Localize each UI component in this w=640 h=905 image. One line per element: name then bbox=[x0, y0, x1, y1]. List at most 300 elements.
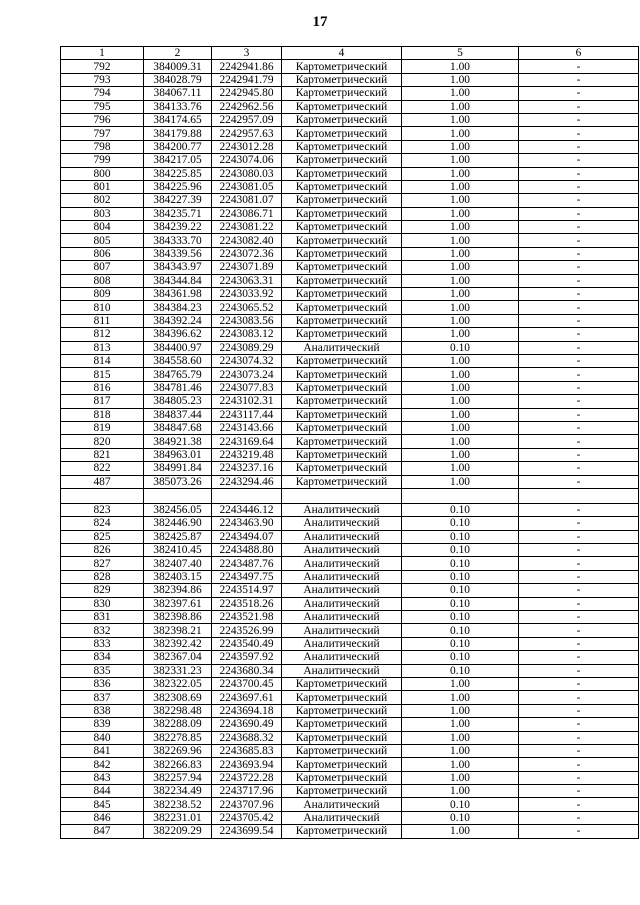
table-row bbox=[61, 288, 639, 301]
cell-x-coordinate: 384344.84 bbox=[144, 274, 212, 287]
cell-method: Картометрический bbox=[282, 704, 402, 717]
cell-y-coordinate: 2243083.12 bbox=[212, 328, 282, 341]
cell-y-coordinate: 2243497.75 bbox=[212, 570, 282, 583]
cell-accuracy: 1.00 bbox=[402, 691, 519, 704]
cell-y-coordinate: 2242945.80 bbox=[212, 87, 282, 100]
cell-point-number: 804 bbox=[61, 221, 144, 234]
cell-y-coordinate: 2242941.86 bbox=[212, 60, 282, 73]
cell-note: - bbox=[519, 154, 639, 167]
cell-accuracy: 0.10 bbox=[402, 503, 519, 516]
table-row bbox=[61, 194, 639, 207]
cell-note: - bbox=[519, 448, 639, 461]
cell-note: - bbox=[519, 368, 639, 381]
cell-x-coordinate: 382238.52 bbox=[144, 798, 212, 811]
cell-note: - bbox=[519, 611, 639, 624]
cell-note: - bbox=[519, 664, 639, 677]
cell-point-number: 815 bbox=[61, 368, 144, 381]
cell-method: Картометрический bbox=[282, 825, 402, 838]
table-row bbox=[61, 221, 639, 234]
cell-point-number: 822 bbox=[61, 462, 144, 475]
cell-x-coordinate: 384991.84 bbox=[144, 462, 212, 475]
cell-accuracy: 0.10 bbox=[402, 544, 519, 557]
table-row bbox=[61, 758, 639, 771]
cell-method: Картометрический bbox=[282, 368, 402, 381]
cell-method: Картометрический bbox=[282, 60, 402, 73]
cell-method: Картометрический bbox=[282, 328, 402, 341]
cell-accuracy: 1.00 bbox=[402, 140, 519, 153]
cell-accuracy: 1.00 bbox=[402, 785, 519, 798]
cell-y-coordinate: 2243082.40 bbox=[212, 234, 282, 247]
table-row bbox=[61, 127, 639, 140]
cell-point-number: 835 bbox=[61, 664, 144, 677]
cell-note: - bbox=[519, 758, 639, 771]
cell-note: - bbox=[519, 221, 639, 234]
cell-accuracy: 0.10 bbox=[402, 651, 519, 664]
cell-accuracy: 1.00 bbox=[402, 731, 519, 744]
cell-point-number: 794 bbox=[61, 87, 144, 100]
cell-method: Картометрический bbox=[282, 771, 402, 784]
cell-method: Аналитический bbox=[282, 517, 402, 530]
cell-note: - bbox=[519, 113, 639, 126]
cell-y-coordinate: 2243071.89 bbox=[212, 261, 282, 274]
cell-note: - bbox=[519, 570, 639, 583]
cell-y-coordinate: 2243219.48 bbox=[212, 448, 282, 461]
cell-method: Аналитический bbox=[282, 503, 402, 516]
cell-method: Аналитический bbox=[282, 798, 402, 811]
cell-accuracy: 1.00 bbox=[402, 87, 519, 100]
table-row bbox=[61, 718, 639, 731]
cell-y-coordinate: 2243086.71 bbox=[212, 207, 282, 220]
cell-accuracy: 1.00 bbox=[402, 73, 519, 86]
cell-note: - bbox=[519, 180, 639, 193]
cell-x-coordinate: 384009.31 bbox=[144, 60, 212, 73]
cell-point-number: 818 bbox=[61, 408, 144, 421]
cell-x-coordinate: 382367.04 bbox=[144, 651, 212, 664]
cell-accuracy: 0.10 bbox=[402, 597, 519, 610]
cell-point-number: 796 bbox=[61, 113, 144, 126]
cell-x-coordinate: 382288.09 bbox=[144, 718, 212, 731]
cell-point-number: 810 bbox=[61, 301, 144, 314]
cell-method: Картометрический bbox=[282, 785, 402, 798]
cell-point-number: 821 bbox=[61, 448, 144, 461]
cell-method: Картометрический bbox=[282, 73, 402, 86]
column-header-2: 2 bbox=[144, 47, 212, 60]
column-header-3: 3 bbox=[212, 47, 282, 60]
cell-y-coordinate: 2243707.96 bbox=[212, 798, 282, 811]
table-row bbox=[61, 435, 639, 448]
cell-y-coordinate: 2243717.96 bbox=[212, 785, 282, 798]
cell-note: - bbox=[519, 811, 639, 824]
cell-point-number: 845 bbox=[61, 798, 144, 811]
cell-x-coordinate: 384392.24 bbox=[144, 314, 212, 327]
cell-method: Картометрический bbox=[282, 221, 402, 234]
cell-y-coordinate: 2243518.26 bbox=[212, 597, 282, 610]
table-row bbox=[61, 611, 639, 624]
cell-accuracy: 1.00 bbox=[402, 60, 519, 73]
table-row bbox=[61, 167, 639, 180]
table-row bbox=[61, 421, 639, 434]
cell-method: Аналитический bbox=[282, 570, 402, 583]
cell-point-number: 795 bbox=[61, 100, 144, 113]
cell-method: Картометрический bbox=[282, 718, 402, 731]
cell-y-coordinate: 2243697.61 bbox=[212, 691, 282, 704]
table-row bbox=[61, 60, 639, 73]
cell-method: Картометрический bbox=[282, 731, 402, 744]
cell-point-number: 808 bbox=[61, 274, 144, 287]
column-header-4: 4 bbox=[282, 47, 402, 60]
cell-y-coordinate: 2243487.76 bbox=[212, 557, 282, 570]
cell-point-number: 805 bbox=[61, 234, 144, 247]
cell-note: - bbox=[519, 194, 639, 207]
cell-y-coordinate: 2243294.46 bbox=[212, 475, 282, 488]
table-row bbox=[61, 341, 639, 354]
cell-accuracy: 0.10 bbox=[402, 557, 519, 570]
cell-y-coordinate: 2243705.42 bbox=[212, 811, 282, 824]
cell-accuracy: 1.00 bbox=[402, 301, 519, 314]
cell-note: - bbox=[519, 328, 639, 341]
cell-x-coordinate: 384028.79 bbox=[144, 73, 212, 86]
table-row bbox=[61, 261, 639, 274]
cell-accuracy: 1.00 bbox=[402, 448, 519, 461]
cell-y-coordinate: 2243083.56 bbox=[212, 314, 282, 327]
cell-accuracy: 1.00 bbox=[402, 408, 519, 421]
cell-point-number: 828 bbox=[61, 570, 144, 583]
cell-point-number: 827 bbox=[61, 557, 144, 570]
cell-accuracy: 1.00 bbox=[402, 247, 519, 260]
cell-y-coordinate: 2243540.49 bbox=[212, 637, 282, 650]
cell-note: - bbox=[519, 785, 639, 798]
cell-note: - bbox=[519, 395, 639, 408]
table-row bbox=[61, 328, 639, 341]
cell-accuracy: 0.10 bbox=[402, 570, 519, 583]
cell-note: - bbox=[519, 288, 639, 301]
cell-x-coordinate: 382410.45 bbox=[144, 544, 212, 557]
cell-note: - bbox=[519, 354, 639, 367]
table-row bbox=[61, 530, 639, 543]
cell-accuracy: 1.00 bbox=[402, 718, 519, 731]
cell-note: - bbox=[519, 421, 639, 434]
cell-method: Картометрический bbox=[282, 758, 402, 771]
cell-method: Аналитический bbox=[282, 584, 402, 597]
cell-y-coordinate: 2243033.92 bbox=[212, 288, 282, 301]
table-row bbox=[61, 677, 639, 690]
cell-y-coordinate: 2243688.32 bbox=[212, 731, 282, 744]
cell-point-number: 806 bbox=[61, 247, 144, 260]
cell-note: - bbox=[519, 530, 639, 543]
cell-accuracy: 1.00 bbox=[402, 167, 519, 180]
empty-cell bbox=[61, 488, 144, 503]
cell-x-coordinate: 385073.26 bbox=[144, 475, 212, 488]
cell-point-number: 797 bbox=[61, 127, 144, 140]
cell-method: Аналитический bbox=[282, 664, 402, 677]
cell-x-coordinate: 384235.71 bbox=[144, 207, 212, 220]
cell-accuracy: 1.00 bbox=[402, 234, 519, 247]
cell-point-number: 836 bbox=[61, 677, 144, 690]
cell-x-coordinate: 382266.83 bbox=[144, 758, 212, 771]
cell-accuracy: 1.00 bbox=[402, 100, 519, 113]
table-row bbox=[61, 87, 639, 100]
cell-note: - bbox=[519, 731, 639, 744]
cell-x-coordinate: 382398.86 bbox=[144, 611, 212, 624]
table-row bbox=[61, 207, 639, 220]
cell-x-coordinate: 382425.87 bbox=[144, 530, 212, 543]
cell-y-coordinate: 2243065.52 bbox=[212, 301, 282, 314]
cell-accuracy: 1.00 bbox=[402, 462, 519, 475]
cell-point-number: 807 bbox=[61, 261, 144, 274]
cell-accuracy: 0.10 bbox=[402, 530, 519, 543]
cell-note: - bbox=[519, 341, 639, 354]
cell-accuracy: 1.00 bbox=[402, 194, 519, 207]
cell-x-coordinate: 384837.44 bbox=[144, 408, 212, 421]
cell-y-coordinate: 2243073.24 bbox=[212, 368, 282, 381]
cell-method: Картометрический bbox=[282, 435, 402, 448]
cell-y-coordinate: 2243514.97 bbox=[212, 584, 282, 597]
cell-point-number: 847 bbox=[61, 825, 144, 838]
cell-y-coordinate: 2243074.06 bbox=[212, 154, 282, 167]
cell-method: Картометрический bbox=[282, 408, 402, 421]
table-row bbox=[61, 381, 639, 394]
cell-method: Картометрический bbox=[282, 475, 402, 488]
cell-accuracy: 1.00 bbox=[402, 274, 519, 287]
cell-method: Картометрический bbox=[282, 301, 402, 314]
cell-note: - bbox=[519, 517, 639, 530]
cell-y-coordinate: 2243012.28 bbox=[212, 140, 282, 153]
table-row bbox=[61, 785, 639, 798]
cell-x-coordinate: 384361.98 bbox=[144, 288, 212, 301]
cell-x-coordinate: 384805.23 bbox=[144, 395, 212, 408]
cell-method: Картометрический bbox=[282, 448, 402, 461]
cell-x-coordinate: 384339.56 bbox=[144, 247, 212, 260]
cell-y-coordinate: 2243693.94 bbox=[212, 758, 282, 771]
cell-method: Картометрический bbox=[282, 261, 402, 274]
cell-point-number: 837 bbox=[61, 691, 144, 704]
cell-accuracy: 1.00 bbox=[402, 421, 519, 434]
table-row bbox=[61, 408, 639, 421]
column-header-6: 6 bbox=[519, 47, 639, 60]
cell-accuracy: 1.00 bbox=[402, 381, 519, 394]
cell-point-number: 793 bbox=[61, 73, 144, 86]
cell-note: - bbox=[519, 140, 639, 153]
cell-y-coordinate: 2243494.07 bbox=[212, 530, 282, 543]
cell-x-coordinate: 382397.61 bbox=[144, 597, 212, 610]
cell-accuracy: 1.00 bbox=[402, 261, 519, 274]
cell-y-coordinate: 2242941.79 bbox=[212, 73, 282, 86]
cell-point-number: 792 bbox=[61, 60, 144, 73]
table-row bbox=[61, 368, 639, 381]
table-row bbox=[61, 73, 639, 86]
table-row bbox=[61, 154, 639, 167]
cell-point-number: 809 bbox=[61, 288, 144, 301]
cell-y-coordinate: 2243077.83 bbox=[212, 381, 282, 394]
cell-point-number: 833 bbox=[61, 637, 144, 650]
cell-note: - bbox=[519, 314, 639, 327]
table-row bbox=[61, 731, 639, 744]
cell-point-number: 819 bbox=[61, 421, 144, 434]
cell-x-coordinate: 384217.05 bbox=[144, 154, 212, 167]
cell-accuracy: 1.00 bbox=[402, 395, 519, 408]
cell-accuracy: 1.00 bbox=[402, 154, 519, 167]
cell-point-number: 825 bbox=[61, 530, 144, 543]
table-row bbox=[61, 570, 639, 583]
cell-method: Картометрический bbox=[282, 167, 402, 180]
cell-accuracy: 0.10 bbox=[402, 584, 519, 597]
table-row bbox=[61, 557, 639, 570]
cell-y-coordinate: 2243699.54 bbox=[212, 825, 282, 838]
cell-point-number: 820 bbox=[61, 435, 144, 448]
cell-method: Аналитический bbox=[282, 651, 402, 664]
cell-y-coordinate: 2243446.12 bbox=[212, 503, 282, 516]
cell-x-coordinate: 384781.46 bbox=[144, 381, 212, 394]
table-row bbox=[61, 234, 639, 247]
cell-method: Картометрический bbox=[282, 462, 402, 475]
cell-y-coordinate: 2243680.34 bbox=[212, 664, 282, 677]
cell-x-coordinate: 384921.38 bbox=[144, 435, 212, 448]
cell-method: Картометрический bbox=[282, 113, 402, 126]
cell-note: - bbox=[519, 60, 639, 73]
cell-x-coordinate: 382322.05 bbox=[144, 677, 212, 690]
cell-accuracy: 0.10 bbox=[402, 517, 519, 530]
cell-method: Картометрический bbox=[282, 274, 402, 287]
cell-note: - bbox=[519, 207, 639, 220]
cell-y-coordinate: 2243072.36 bbox=[212, 247, 282, 260]
table-row bbox=[61, 247, 639, 260]
cell-note: - bbox=[519, 261, 639, 274]
cell-x-coordinate: 384384.23 bbox=[144, 301, 212, 314]
cell-accuracy: 1.00 bbox=[402, 677, 519, 690]
cell-x-coordinate: 382398.21 bbox=[144, 624, 212, 637]
cell-x-coordinate: 382446.90 bbox=[144, 517, 212, 530]
cell-point-number: 817 bbox=[61, 395, 144, 408]
cell-note: - bbox=[519, 274, 639, 287]
cell-y-coordinate: 2243700.45 bbox=[212, 677, 282, 690]
cell-accuracy: 0.10 bbox=[402, 624, 519, 637]
cell-x-coordinate: 384396.62 bbox=[144, 328, 212, 341]
cell-note: - bbox=[519, 381, 639, 394]
table-row bbox=[61, 798, 639, 811]
cell-method: Аналитический bbox=[282, 597, 402, 610]
empty-cell bbox=[519, 488, 639, 503]
cell-accuracy: 0.10 bbox=[402, 664, 519, 677]
cell-note: - bbox=[519, 704, 639, 717]
cell-point-number: 487 bbox=[61, 475, 144, 488]
cell-method: Картометрический bbox=[282, 180, 402, 193]
table-row bbox=[61, 314, 639, 327]
cell-accuracy: 1.00 bbox=[402, 368, 519, 381]
cell-point-number: 832 bbox=[61, 624, 144, 637]
cell-note: - bbox=[519, 718, 639, 731]
table-row bbox=[61, 180, 639, 193]
cell-x-coordinate: 382403.15 bbox=[144, 570, 212, 583]
cell-note: - bbox=[519, 597, 639, 610]
table-row bbox=[61, 811, 639, 824]
cell-x-coordinate: 384174.65 bbox=[144, 113, 212, 126]
cell-point-number: 834 bbox=[61, 651, 144, 664]
cell-x-coordinate: 384333.70 bbox=[144, 234, 212, 247]
cell-point-number: 814 bbox=[61, 354, 144, 367]
cell-method: Аналитический bbox=[282, 811, 402, 824]
cell-x-coordinate: 382298.48 bbox=[144, 704, 212, 717]
cell-method: Аналитический bbox=[282, 611, 402, 624]
cell-accuracy: 1.00 bbox=[402, 127, 519, 140]
cell-point-number: 844 bbox=[61, 785, 144, 798]
cell-x-coordinate: 382257.94 bbox=[144, 771, 212, 784]
cell-point-number: 801 bbox=[61, 180, 144, 193]
cell-x-coordinate: 384225.96 bbox=[144, 180, 212, 193]
cell-note: - bbox=[519, 301, 639, 314]
cell-x-coordinate: 384179.88 bbox=[144, 127, 212, 140]
table-header-row bbox=[61, 47, 639, 60]
cell-accuracy: 1.00 bbox=[402, 758, 519, 771]
cell-point-number: 802 bbox=[61, 194, 144, 207]
table-row bbox=[61, 462, 639, 475]
cell-accuracy: 1.00 bbox=[402, 180, 519, 193]
cell-method: Картометрический bbox=[282, 381, 402, 394]
cell-note: - bbox=[519, 127, 639, 140]
cell-point-number: 830 bbox=[61, 597, 144, 610]
cell-point-number: 840 bbox=[61, 731, 144, 744]
cell-x-coordinate: 384963.01 bbox=[144, 448, 212, 461]
cell-x-coordinate: 382269.96 bbox=[144, 744, 212, 757]
cell-accuracy: 1.00 bbox=[402, 314, 519, 327]
table-row bbox=[61, 113, 639, 126]
cell-accuracy: 1.00 bbox=[402, 825, 519, 838]
cell-y-coordinate: 2242957.63 bbox=[212, 127, 282, 140]
cell-note: - bbox=[519, 435, 639, 448]
cell-method: Картометрический bbox=[282, 154, 402, 167]
table-row bbox=[61, 584, 639, 597]
cell-y-coordinate: 2243169.64 bbox=[212, 435, 282, 448]
cell-method: Картометрический bbox=[282, 314, 402, 327]
cell-accuracy: 0.10 bbox=[402, 798, 519, 811]
cell-accuracy: 0.10 bbox=[402, 611, 519, 624]
cell-accuracy: 1.00 bbox=[402, 771, 519, 784]
cell-x-coordinate: 384133.76 bbox=[144, 100, 212, 113]
cell-y-coordinate: 2243089.29 bbox=[212, 341, 282, 354]
cell-note: - bbox=[519, 825, 639, 838]
cell-x-coordinate: 384200.77 bbox=[144, 140, 212, 153]
cell-method: Аналитический bbox=[282, 624, 402, 637]
cell-point-number: 812 bbox=[61, 328, 144, 341]
cell-accuracy: 1.00 bbox=[402, 288, 519, 301]
cell-method: Картометрический bbox=[282, 677, 402, 690]
cell-accuracy: 1.00 bbox=[402, 207, 519, 220]
cell-y-coordinate: 2243597.92 bbox=[212, 651, 282, 664]
cell-point-number: 813 bbox=[61, 341, 144, 354]
cell-accuracy: 1.00 bbox=[402, 354, 519, 367]
cell-method: Картометрический bbox=[282, 744, 402, 757]
cell-y-coordinate: 2243080.03 bbox=[212, 167, 282, 180]
cell-y-coordinate: 2243081.22 bbox=[212, 221, 282, 234]
cell-y-coordinate: 2243143.66 bbox=[212, 421, 282, 434]
cell-point-number: 831 bbox=[61, 611, 144, 624]
cell-y-coordinate: 2243694.18 bbox=[212, 704, 282, 717]
cell-point-number: 799 bbox=[61, 154, 144, 167]
cell-accuracy: 0.10 bbox=[402, 637, 519, 650]
table-row bbox=[61, 274, 639, 287]
cell-x-coordinate: 382407.40 bbox=[144, 557, 212, 570]
cell-note: - bbox=[519, 798, 639, 811]
table-row bbox=[61, 744, 639, 757]
cell-x-coordinate: 384227.39 bbox=[144, 194, 212, 207]
cell-x-coordinate: 382209.29 bbox=[144, 825, 212, 838]
cell-method: Картометрический bbox=[282, 354, 402, 367]
cell-accuracy: 1.00 bbox=[402, 435, 519, 448]
cell-note: - bbox=[519, 677, 639, 690]
table-body bbox=[61, 60, 639, 838]
cell-y-coordinate: 2243081.05 bbox=[212, 180, 282, 193]
cell-note: - bbox=[519, 87, 639, 100]
cell-x-coordinate: 382278.85 bbox=[144, 731, 212, 744]
